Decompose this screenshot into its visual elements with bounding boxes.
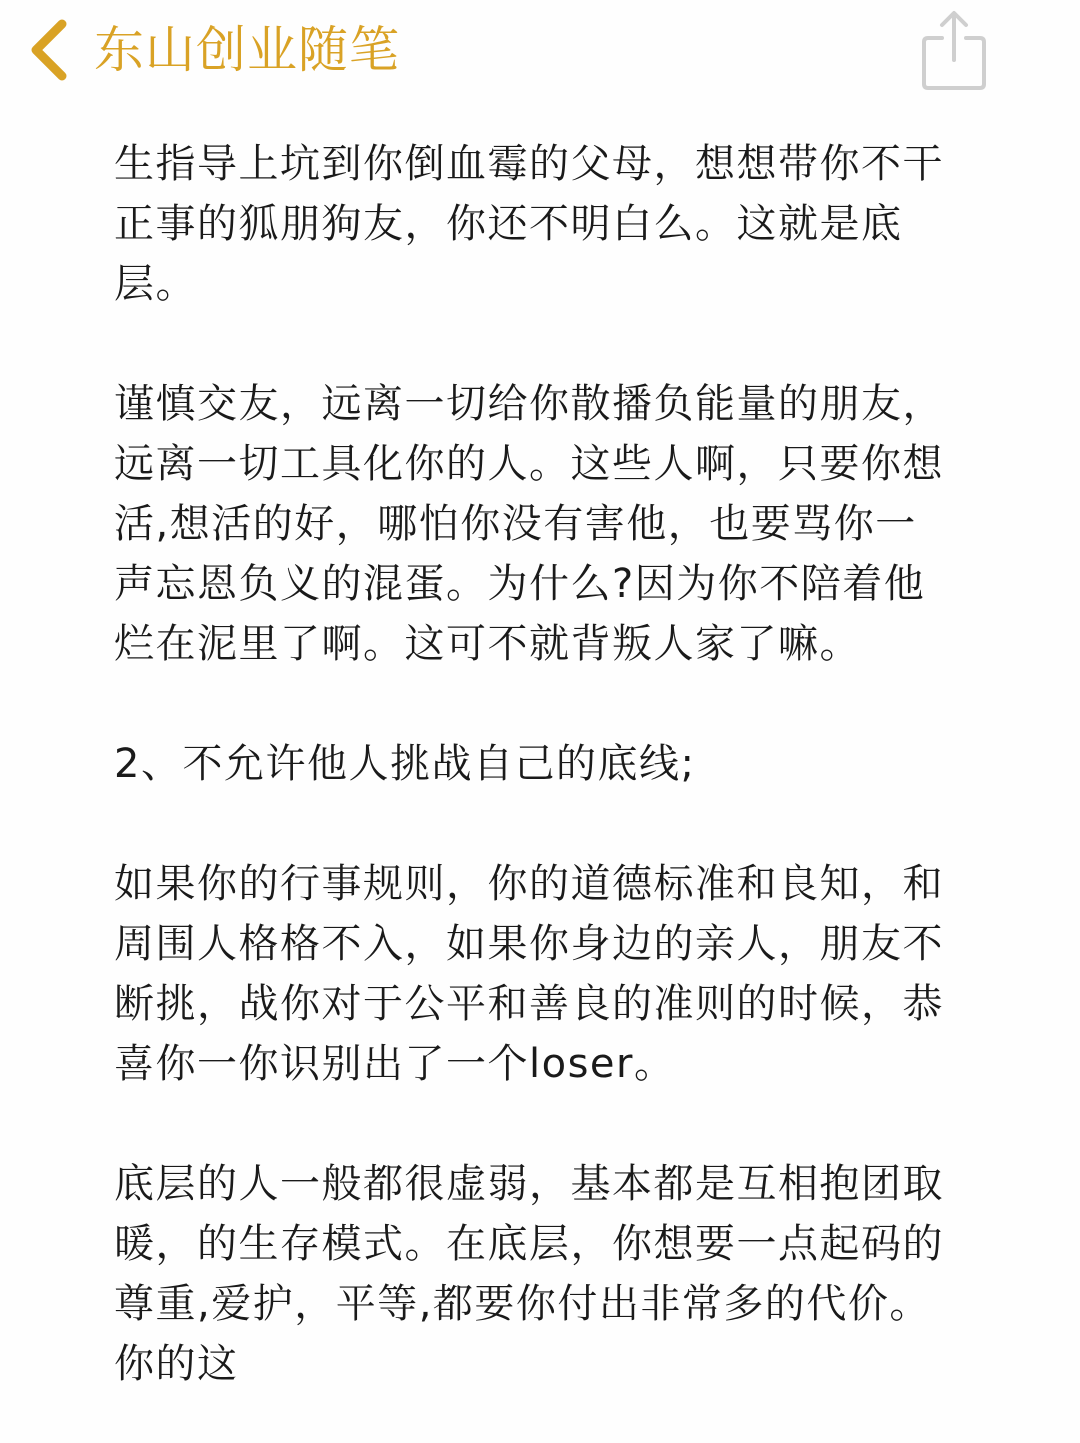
note-body[interactable]: [114, 134, 980, 1394]
note-paragraph: 底层的人一般都很虚弱，基本都是互相抱团取 暖，的生存模式。在底层，你想要一点起码的 尊重,爱护，平等,都要你付出非常多的代价。 你的这: [114, 1161, 944, 1387]
share-icon: [918, 8, 990, 92]
note-paragraph: 如果你的行事规则，你的道德标准和良知，和 周围人格格不入，如果你身边的亲人，朋友不 断挑，战你对于公平和善良的准则的时候，恭 喜你一你识别出了一个loser。: [114, 861, 944, 1087]
note-paragraph-heading: 2、不允许他人挑战自己的底线;: [114, 741, 696, 787]
nav-bar: [0, 0, 1080, 100]
share-button[interactable]: [918, 8, 990, 92]
chevron-left-icon: [26, 18, 70, 82]
back-label: 东山创业随笔: [94, 21, 400, 79]
note-paragraph: 谨慎交友，远离一切给你散播负能量的朋友， 远离一切工具化你的人。这些人啊，只要你想 活,想活的好，哪怕你没有害他，也要骂你一 声忘恩负义的混蛋。为什么?因为你不陪着他 烂在泥里了啊。这可不就背叛人家了嘛。: [114, 381, 944, 667]
note-paragraph: 生指导上坑到你倒血霉的父母，想想带你不干 正事的狐朋狗友，你还不明白么。这就是底 层。: [114, 141, 944, 307]
back-button[interactable]: [26, 14, 400, 86]
